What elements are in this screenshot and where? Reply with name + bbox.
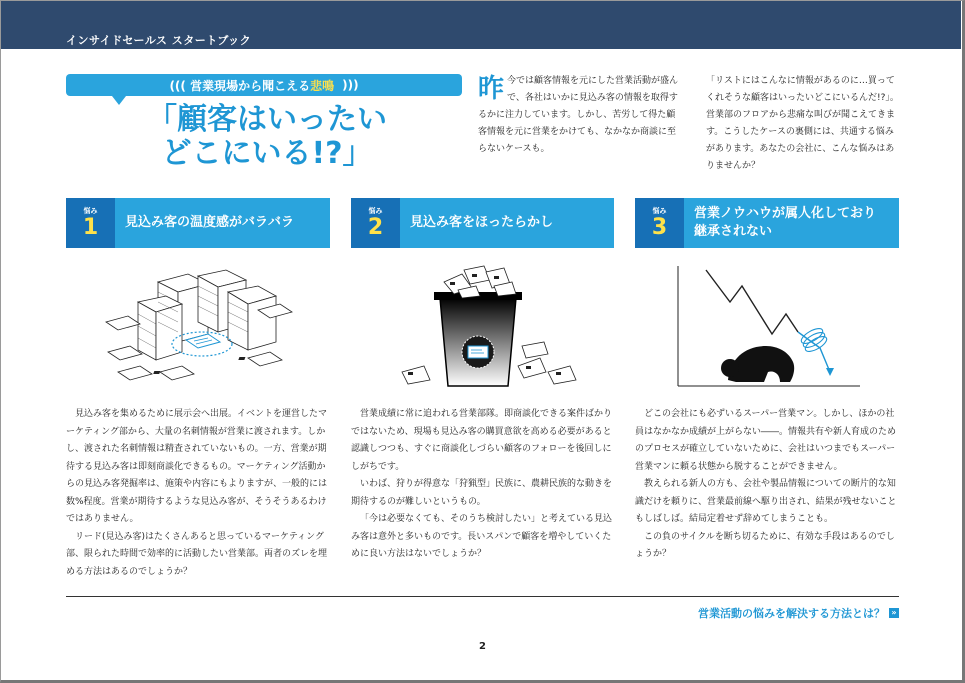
worry-3-paragraph-3: この負のサイクルを断ち切るために、有効な手段はあるのでしょうか？ — [635, 531, 895, 559]
worry-2-paragraph-3: 「今は必要なくても、そのうち検討したい」と考えている見込み客は意外と多いものです。長いスパンで顧客を増やしていくために良い方法はないでしょうか？ — [351, 514, 613, 559]
footer-divider — [66, 596, 899, 597]
worry-2-header — [351, 198, 614, 248]
worry-1-paragraph-2: リード(見込み客)はたくさんあると思っているマーケティング部、限られた時間で効率的に活動したい営業部。両者のズレを埋める方法はあるのでしょうか？ — [66, 531, 328, 577]
worry-1-number: 1 — [82, 215, 99, 240]
header-title: インサイドセールス スタートブック — [66, 34, 252, 47]
intro-left — [478, 73, 680, 158]
intro-left-text: 今では顧客情報を元にした営業活動が盛んで、各社はいかに見込み客の情報を取得するかに注力しています。しかし、苦労して得た顧客情報を元に営業をかけても、なかなか商談に至らないケースも。 — [478, 76, 679, 154]
business-card-stacks-illustration — [98, 262, 298, 392]
worry-3-number-box — [635, 198, 684, 248]
headline — [112, 103, 422, 171]
worry-3-paragraph-1: どこの会社にも必ずいるスーパー営業マン。しかし、ほかの社員はなかなか成績が上がらない――。情報共有や新人育成のためのプロセスが確立していないために、会社はいつまでもスーパー営業マンに頼る状態から脱することができません。 — [635, 409, 897, 472]
worry-1-header — [66, 198, 330, 248]
intro-dropcap: 昨 — [478, 74, 505, 104]
headline-line-1: 「顧客はいったい — [147, 102, 387, 137]
page-number: 2 — [479, 641, 486, 652]
worry-2-number-box — [351, 198, 400, 248]
intro-right: 「リストにはこんなに情報があるのに…買ってくれそうな顧客はいったいどこにいるんだ!?」。営業部のフロアから悲痛な叫びが聞こえてきます。こうしたケースの裏側には、共通する悩みがあります。あなたの会社に、こんな悩みはありませんか？ — [706, 76, 899, 171]
worry-3-label: 悩み — [652, 207, 667, 215]
worry-1-title: 見込み客の温度感がバラバラ — [125, 215, 295, 230]
solution-link-text[interactable]: 営業活動の悩みを解決する方法とは？ — [698, 607, 885, 620]
worry-1-paragraph-1: 見込み客を集めるために展示会へ出展。イベントを運営したマーケティング部から、大量の名刺情報が営業に渡されます。しかし、渡された名刺情報は精査されていないもの。一方、営業が期待する見込み客は即刻商談化できるもの。マーケティング活動からの見込み客発掘率は、施策や内容にもよりますが、一般的には数%程度。営業が期待するような見込み客が、そうそうあるわけではありません。 — [66, 409, 328, 524]
worry-2-title: 見込み客をほったらかし — [410, 215, 554, 230]
declining-chart-illustration — [672, 262, 872, 392]
worry-3-body — [635, 406, 899, 564]
worry-1-label: 悩み — [83, 207, 98, 215]
worry-1-body — [66, 406, 330, 581]
double-arrow-icon[interactable]: » — [889, 608, 899, 618]
worry-2-paragraph-2: いわば、狩りが得意な「狩猟型」民族に、農耕民族的な動きを期待するのが難しいというもの。 — [351, 479, 613, 507]
worry-2-paragraph-1: 営業成績に常に追われる営業部隊。即商談化できる案件ばかりではないため、現場も見込み客の購買意欲を高める必要があると認識しつつも、すぐに商談化しづらい顧客のフォローを後回しにしがちです。 — [351, 409, 613, 472]
worry-1-number-box — [66, 198, 115, 248]
worry-3-header — [635, 198, 899, 248]
worry-2-label: 悩み — [368, 207, 383, 215]
worry-3-title: 営業ノウハウが属人化しており継承されない — [694, 206, 877, 239]
worry-2-body — [351, 406, 615, 564]
worry-3-number: 3 — [651, 215, 668, 240]
hero-tag-alarm: 悲鳴 — [310, 78, 335, 93]
worry-3-paragraph-2: 教えられる新人の方も、会社や製品情報についての断片的な知識だけを頼りに、営業最前線へ駆り出され、結果が残せないこともしばしば。結局定着せず辞めてしまうことも。 — [635, 479, 897, 524]
headline-line-2: どこにいる!?」 — [161, 136, 373, 171]
solution-link[interactable] — [698, 605, 899, 621]
hero-tag-prefix: ((( 営業現場から聞こえる — [169, 78, 311, 93]
hero-tag — [66, 74, 462, 96]
trash-can-illustration — [398, 262, 588, 397]
worry-2-number: 2 — [367, 215, 384, 240]
hero-tag-suffix: ))) — [342, 78, 359, 92]
